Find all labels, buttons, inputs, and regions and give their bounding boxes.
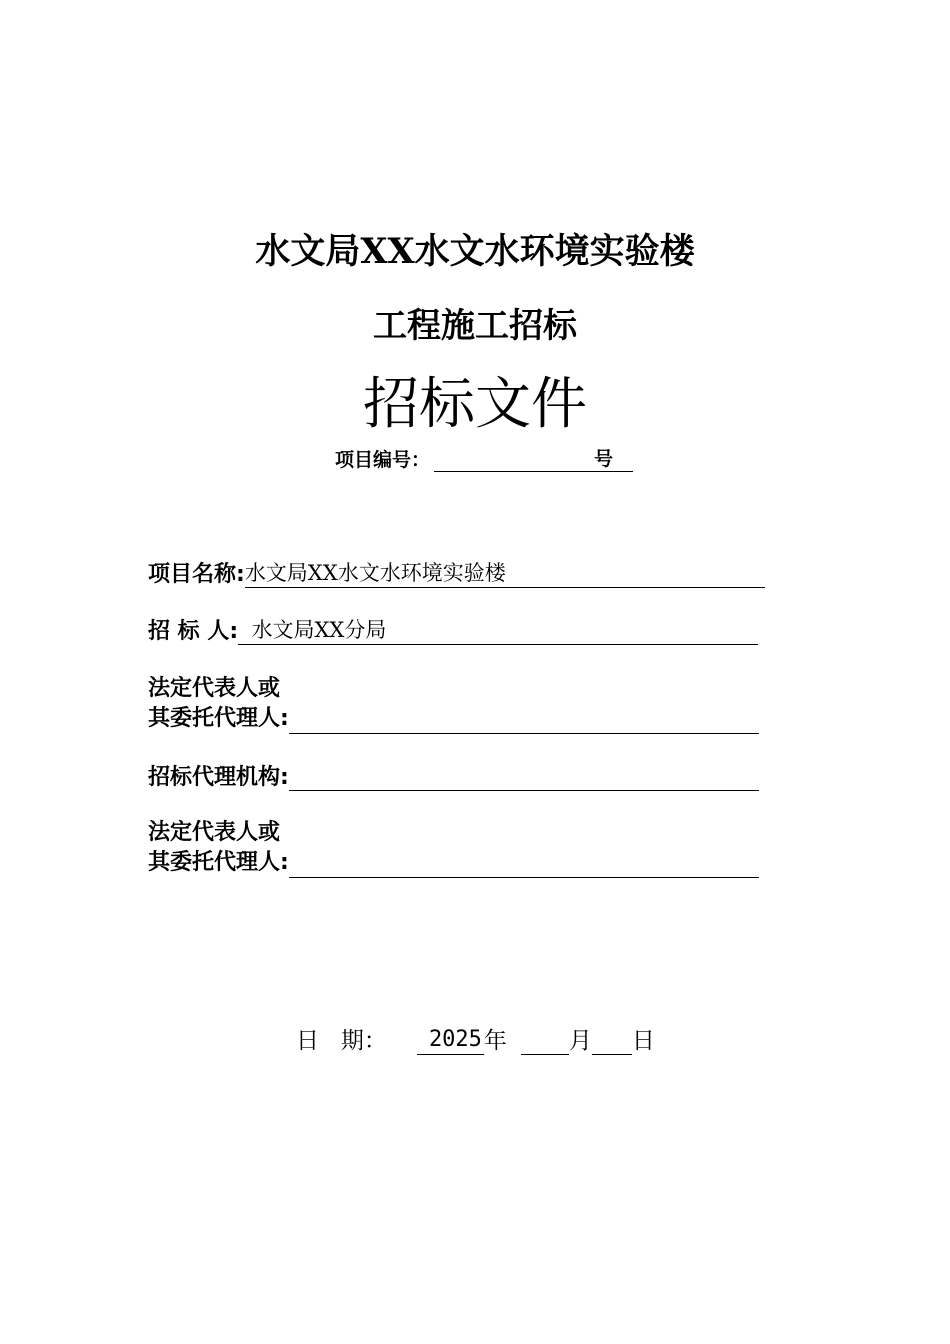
legal-representative-label-line-2: 其委托代理人: bbox=[148, 850, 289, 875]
date-year: 2025 bbox=[417, 1026, 484, 1055]
document-title-line-1: 水文局XX水文水环境实验楼 bbox=[255, 231, 695, 272]
project-number-suffix: 号 bbox=[594, 444, 633, 472]
legal-representative-label-line-2: 其委托代理人: bbox=[148, 706, 289, 731]
document-title-line-2: 工程施工招标 bbox=[373, 306, 577, 346]
document-type-heading: 招标文件 bbox=[363, 372, 587, 437]
project-number-blank bbox=[434, 449, 594, 472]
bidder-field bbox=[148, 614, 758, 645]
legal-representative-field-2 bbox=[148, 818, 759, 878]
bidding-agency-label: 招标代理机构: bbox=[148, 765, 289, 790]
date-year-unit: 年 bbox=[483, 1028, 507, 1054]
legal-representative-label-line-1: 法定代表人或 bbox=[148, 676, 281, 701]
project-number-label: 项目编号： bbox=[335, 449, 431, 471]
bidder-label: 招 标 人: bbox=[148, 619, 239, 644]
project-name-value: 水文局XX水文水环境实验楼 bbox=[245, 559, 765, 588]
date-day-unit: 日 bbox=[631, 1028, 655, 1054]
bidder-value: 水文局XX分局 bbox=[238, 616, 758, 645]
date-month-unit: 月 bbox=[568, 1028, 592, 1054]
date-day-blank bbox=[592, 1026, 632, 1055]
bidding-agency-blank bbox=[289, 762, 759, 791]
legal-representative-blank-2 bbox=[289, 849, 759, 878]
legal-representative-field-1 bbox=[148, 674, 759, 734]
date-label: 日 期： bbox=[296, 1028, 387, 1054]
project-name-label: 项目名称: bbox=[148, 562, 245, 587]
legal-representative-blank-1 bbox=[289, 705, 759, 734]
project-number-row bbox=[335, 444, 633, 472]
date-month-blank bbox=[521, 1026, 569, 1055]
legal-representative-label-line-1: 法定代表人或 bbox=[148, 820, 281, 845]
date-row bbox=[296, 1022, 655, 1055]
project-name-field bbox=[148, 557, 765, 588]
bidding-agency-field bbox=[148, 760, 759, 791]
